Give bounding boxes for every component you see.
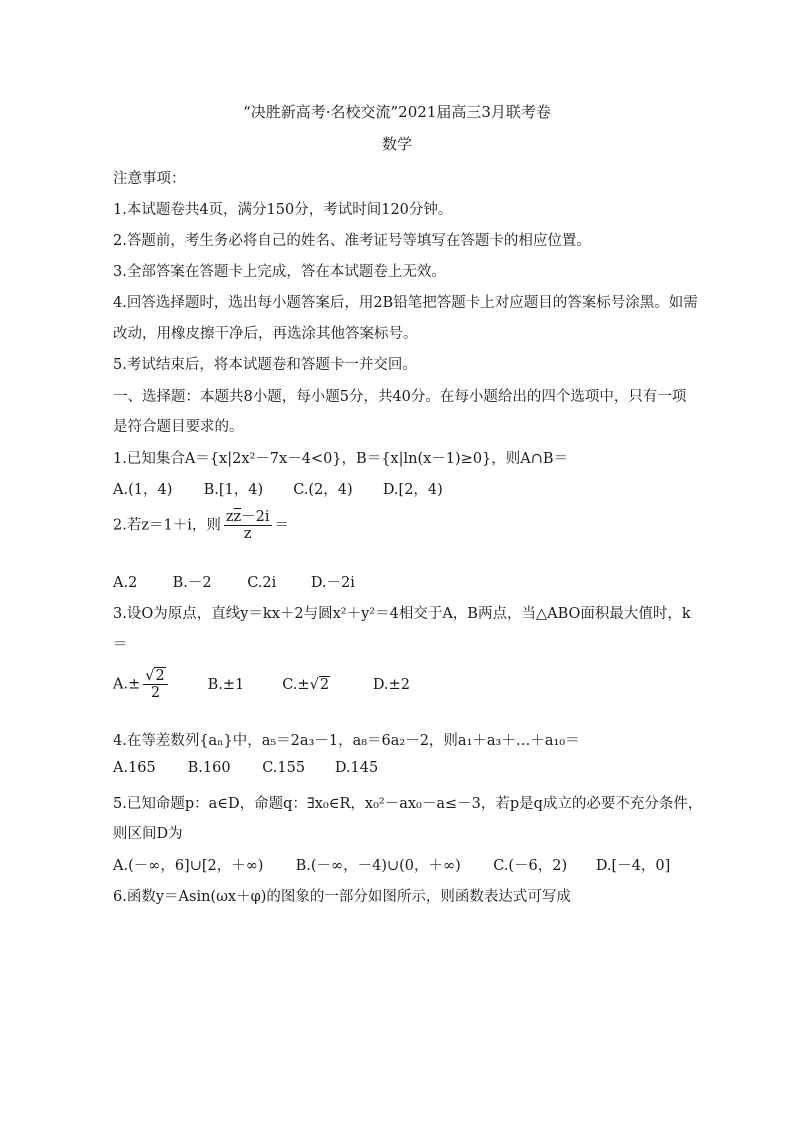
notice-item-3: 3.全部答案在答题卡上完成，答在本试题卷上无效。: [113, 264, 446, 280]
q2-option-d: D.－2i: [310, 575, 355, 591]
q4-option-d: D.145: [334, 760, 379, 776]
notice-heading: 注意事项：: [113, 171, 186, 187]
q1-option-d: D.[2，4): [382, 482, 443, 498]
q2-num-zbar: $\overline{z}$: [233, 509, 242, 525]
q2-option-b: B.－2: [172, 575, 212, 591]
notice-item-4-cont: 改动，用橡皮擦干净后，再选涂其他答案标号。: [113, 326, 418, 342]
q3-option-a-radicand: 2: [155, 668, 165, 684]
q2-stem-suffix: ＝: [274, 517, 289, 534]
q3-option-c-radicand: 2: [319, 676, 330, 693]
q1-option-c: C.(2，4): [293, 482, 353, 498]
q3-option-a-fraction: [143, 668, 167, 701]
q5-stem-line1: 5.已知命题p：a∈D，命题q：∃x₀∈R，x₀²－ax₀－a≤－3，若p是q成立的必要不充分条件，: [113, 796, 703, 812]
q3-option-a: [113, 668, 203, 701]
q2-stem: [113, 509, 289, 542]
q5-options: [113, 854, 670, 875]
q2-option-a: A.2: [113, 575, 138, 591]
q2-option-c: C.2i: [247, 575, 277, 591]
q3-option-a-prefix: A.±: [113, 676, 141, 693]
q3-stem-line2: ＝: [113, 637, 128, 653]
sqrt-icon: √2: [145, 668, 165, 684]
q3-option-d: D.±2: [372, 676, 410, 693]
q4-option-b: B.160: [187, 760, 231, 776]
section-heading-line2: 是符合题目要求的。: [113, 419, 244, 435]
q1-option-b: B.[1，4): [203, 482, 264, 498]
q3-stem-line1: 3.设O为原点，直线y＝kx＋2与圆x²＋y²＝4相交于A，B两点，当△ABO面积最大值时，k: [113, 606, 691, 622]
q3-options: [113, 668, 410, 701]
q2-denominator: z: [243, 526, 252, 542]
q3-option-c-prefix: C.±: [282, 676, 310, 693]
notice-item-2: 2.答题前，考生务必将自己的姓名、准考证号等填写在答题卡的相应位置。: [113, 233, 591, 249]
q2-num-z: z: [225, 509, 234, 525]
q3-option-c: [282, 677, 368, 693]
q5-option-a: A.(－∞，6]∪[2，＋∞): [113, 858, 264, 874]
exam-title: “决胜新高考·名校交流”2021届高三3月联考卷: [243, 103, 551, 121]
q4-option-c: C.155: [262, 760, 306, 776]
section-heading-line1: 一、选择题：本题共8小题，每小题5分，共40分。在每小题给出的四个选项中，只有一项: [113, 389, 687, 405]
q6-stem: 6.函数y＝Asin(ωx＋φ)的图象的一部分如图所示，则函数表达式可写成: [113, 889, 571, 905]
q2-fraction: [224, 509, 272, 542]
notice-item-1: 1.本试题卷共4页，满分150分，考试时间120分钟。: [113, 202, 453, 218]
q5-option-c: C.(－6，2): [493, 858, 568, 874]
q5-option-d: D.[－4，0]: [595, 858, 671, 874]
q3-option-b: B.±1: [207, 676, 245, 693]
exam-subject: 数学: [381, 135, 412, 153]
q4-option-a: A.165: [113, 760, 156, 776]
q2-stem-prefix: 2.若z＝1＋i，则: [113, 517, 221, 534]
q1-options: [113, 478, 443, 499]
q1-stem: 1.已知集合A＝{x|2x²－7x－4<0}，B＝{x|ln(x－1)≥0}，则A∩B＝: [113, 451, 569, 467]
notice-item-4: 4.回答选择题时，选出每小题答案后，用2B铅笔把答题卡上对应题目的答案标号涂黑。如需: [113, 295, 698, 311]
q2-options: [113, 571, 355, 592]
q4-stem: 4.在等差数列{aₙ}中，a₅＝2a₃－1，a₈＝6a₂－2，则a₁＋a₃＋…＋a₁₀＝: [113, 733, 580, 749]
q4-options: [113, 760, 378, 776]
notice-item-5: 5.考试结束后，将本试题卷和答题卡一并交回。: [113, 357, 417, 373]
q5-stem-line2: 则区间D为: [113, 826, 183, 842]
q2-num-rest: －2i: [241, 509, 270, 525]
q5-option-b: B.(－∞，－4)∪(0，＋∞): [295, 858, 461, 874]
q3-option-a-denominator: 2: [150, 685, 161, 701]
sqrt-icon: √2: [309, 676, 330, 693]
q1-option-a: A.(1，4): [113, 482, 173, 498]
